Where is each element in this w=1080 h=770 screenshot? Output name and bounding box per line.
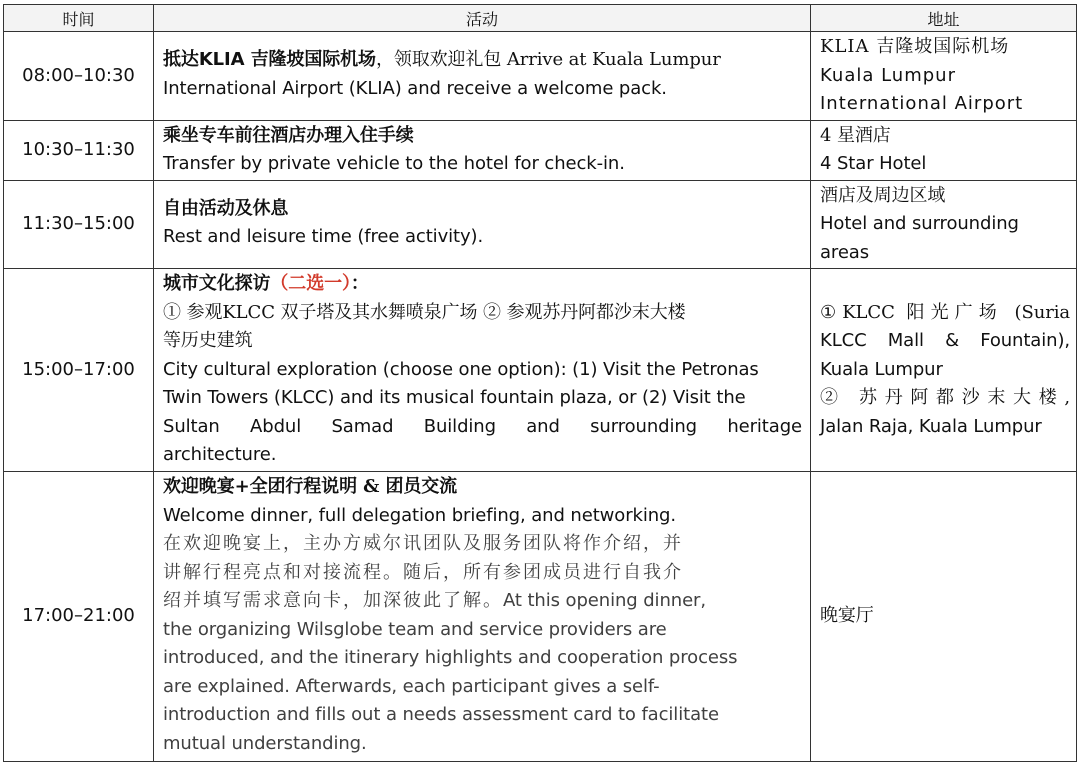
activity-line: 在欢迎晚宴上，主办方威尔讯团队及服务团队将作介绍，并 <box>163 533 683 554</box>
address-line: Kuala Lumpur <box>820 64 956 86</box>
address-cell <box>811 269 1077 472</box>
activity-line: introduced, and the itinerary highlights and cooperation process <box>163 647 738 668</box>
itinerary-document <box>3 4 1076 762</box>
activity-line: are explained. Afterwards, each participant gives a self- <box>163 675 660 697</box>
activity-line: the organizing Wilsglobe team and service providers are <box>163 618 667 640</box>
choose-one-note: （二选一） <box>270 273 351 294</box>
address-cell <box>811 32 1077 121</box>
activity-cell <box>154 32 811 121</box>
activity-text: 绍并填写需求意向卡，加深彼此了解。 <box>163 590 503 611</box>
address-line: areas <box>820 241 870 263</box>
activity-line: mutual understanding. <box>163 732 367 754</box>
activity-cell <box>154 269 811 472</box>
address-line: 4 Star Hotel <box>820 153 927 174</box>
activity-title-klia: KLIA <box>198 49 245 70</box>
activity-title-text: 城市文化探访 <box>163 273 271 294</box>
itinerary-table <box>3 4 1077 762</box>
activity-line: 等历史建筑 <box>163 330 253 351</box>
activity-text: At this opening dinner, <box>503 590 706 611</box>
time-cell: 11:30–15:00 <box>4 180 154 269</box>
time-cell: 08:00–10:30 <box>4 32 154 121</box>
activity-line: Sultan Abdul Samad Building and surrounding heritage <box>163 415 802 437</box>
activity-line: International Airport (KLIA) and receive a welcome pack. <box>163 77 667 99</box>
activity-line <box>163 587 802 616</box>
activity-line: 讲解行程亮点和对接流程。随后，所有参团成员进行自我介 <box>163 561 683 583</box>
activity-title-airport: 吉隆坡国际机场 <box>244 49 376 70</box>
time-cell: 10:30–11:30 <box>4 120 154 180</box>
activity-line: architecture. <box>163 444 277 465</box>
time-cell: 15:00–17:00 <box>4 269 154 472</box>
table-row <box>4 269 1077 472</box>
time-cell: 17:00–21:00 <box>4 472 154 762</box>
address-line: Hotel and surrounding <box>820 213 1019 234</box>
address-line: ② 苏丹阿都沙末大楼, <box>820 387 1070 409</box>
activity-line <box>163 46 802 75</box>
table-row <box>4 32 1077 121</box>
address-line: ①KLCC 阳光广场 (Suria <box>820 301 1070 323</box>
activity-title <box>163 270 802 299</box>
activity-line: Transfer by private vehicle to the hotel for check-in. <box>163 153 625 174</box>
activity-title: 抵达 <box>163 49 199 70</box>
address-line: 酒店及周边区域 <box>820 184 946 206</box>
activity-line: ① 参观KLCC 双子塔及其水舞喷泉广场 ② 参观苏丹阿都沙末大楼 <box>163 301 686 323</box>
activity-title: 乘坐专车前往酒店办理入住手续 <box>163 124 414 146</box>
address-line: Kuala Lumpur <box>820 358 943 380</box>
address-line: 晚宴厅 <box>820 605 874 627</box>
activity-cell <box>154 472 811 762</box>
activity-line: Welcome dinner, full delegation briefing, and networking. <box>163 504 676 526</box>
activity-title: 自由活动及休息 <box>163 197 289 219</box>
activity-line: Twin Towers (KLCC) and its musical fountain plaza, or (2) Visit the <box>163 387 746 408</box>
address-line: KLIA 吉隆坡国际机场 <box>820 36 1010 57</box>
activity-cell <box>154 180 811 269</box>
table-row <box>4 120 1077 180</box>
address-cell <box>811 472 1077 762</box>
activity-line: City cultural exploration (choose one option): (1) Visit the Petronas <box>163 358 759 380</box>
address-line: KLCC Mall & Fountain), <box>820 330 1070 352</box>
address-cell <box>811 120 1077 180</box>
activity-title: 欢迎晚宴+全团行程说明 & 团员交流 <box>163 476 458 497</box>
table-row <box>4 472 1077 762</box>
header-time: 时间 <box>4 5 154 32</box>
address-cell <box>811 180 1077 269</box>
activity-text: ，领取欢迎礼包 Arrive at Kuala Lumpur <box>375 49 721 70</box>
header-activity: 活动 <box>154 5 811 32</box>
address-line: 4 星酒店 <box>820 124 891 146</box>
table-row <box>4 180 1077 269</box>
header-row <box>4 5 1077 32</box>
address-line: International Airport <box>820 93 1024 114</box>
header-address: 地址 <box>811 5 1077 32</box>
title-colon: ： <box>350 273 369 294</box>
activity-line: introduction and fills out a needs assessment card to facilitate <box>163 704 719 725</box>
activity-line: Rest and leisure time (free activity). <box>163 226 484 247</box>
activity-cell <box>154 120 811 180</box>
address-line: Jalan Raja, Kuala Lumpur <box>820 415 1042 437</box>
